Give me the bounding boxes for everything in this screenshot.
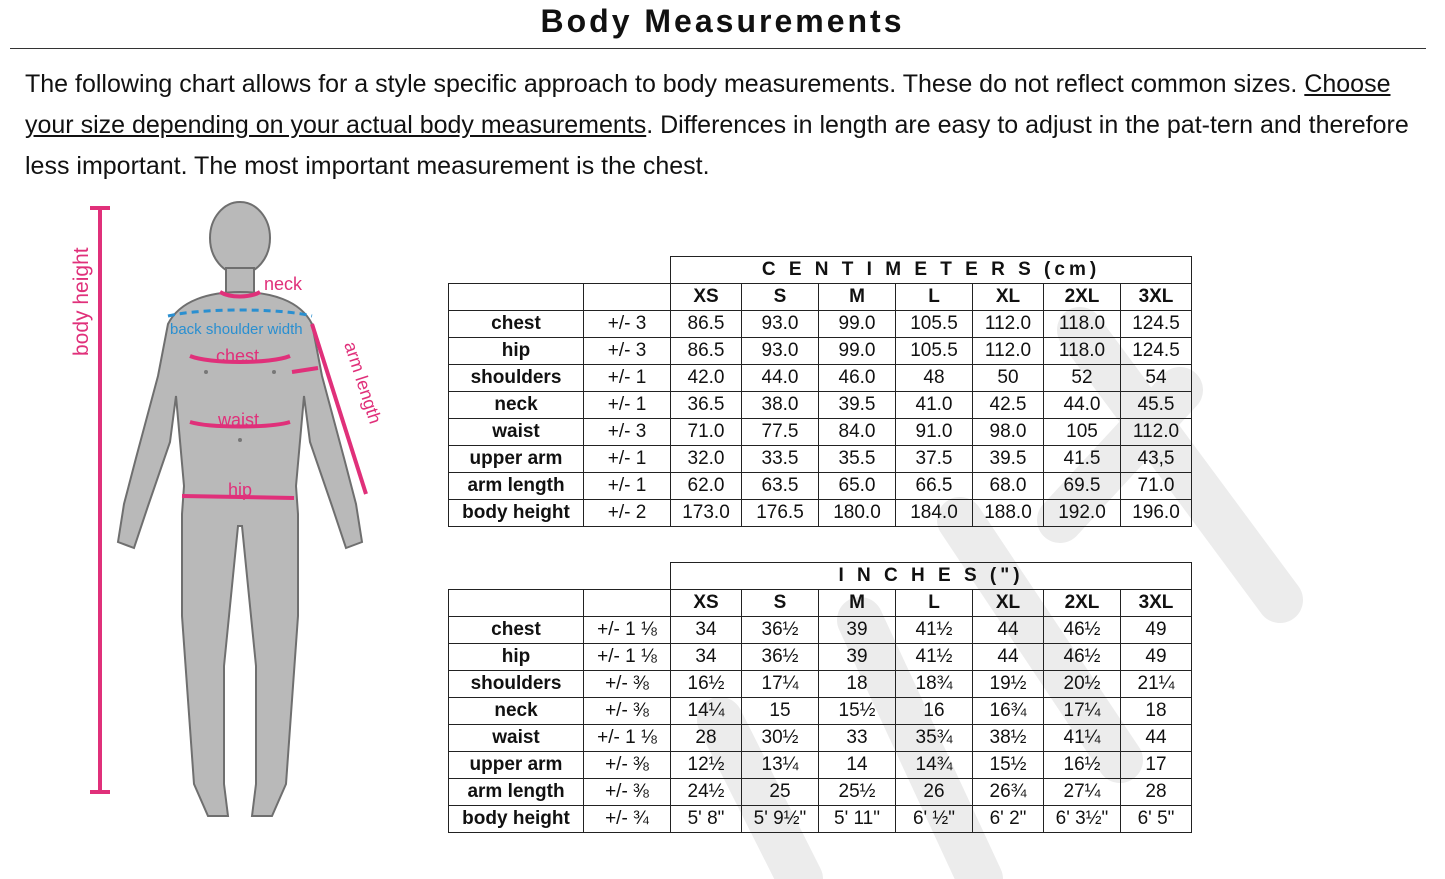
value-cell: 35.5 — [819, 446, 896, 473]
value-cell: 52 — [1044, 365, 1121, 392]
size-header: M — [819, 590, 896, 617]
value-cell: 43,5 — [1121, 446, 1192, 473]
value-cell: 26¾ — [973, 779, 1044, 806]
label-hip: hip — [228, 480, 253, 500]
value-cell: 41¼ — [1044, 725, 1121, 752]
value-cell: 39.5 — [973, 446, 1044, 473]
row-label: shoulders — [449, 365, 584, 392]
value-cell: 15½ — [819, 698, 896, 725]
value-cell: 36½ — [742, 644, 819, 671]
value-cell: 5' 8" — [671, 806, 742, 833]
value-cell: 49 — [1121, 617, 1192, 644]
value-cell: 17¼ — [1044, 698, 1121, 725]
value-cell: 14 — [819, 752, 896, 779]
size-header: 2XL — [1044, 284, 1121, 311]
value-cell: 46.0 — [819, 365, 896, 392]
table-row — [449, 392, 1192, 419]
value-cell: 19½ — [973, 671, 1044, 698]
value-cell: 18¾ — [896, 671, 973, 698]
value-cell: 28 — [1121, 779, 1192, 806]
value-cell: 39.5 — [819, 392, 896, 419]
intro-text-1: The following chart allows for a style specific approach to body measurements. These do not reflect common sizes. — [25, 70, 1305, 98]
value-cell: 6' 2" — [973, 806, 1044, 833]
tolerance-cell: +/- ⅜ — [584, 779, 671, 806]
value-cell: 17¼ — [742, 671, 819, 698]
size-header: S — [742, 590, 819, 617]
intro-underlined-text: Choose your size depending on your actual body measurements — [25, 70, 1391, 139]
page-title: Body Measurements — [540, 3, 905, 39]
tolerance-cell: +/- 1 ⅛ — [584, 644, 671, 671]
row-label: neck — [449, 698, 584, 725]
size-header: 2XL — [1044, 590, 1121, 617]
value-cell: 180.0 — [819, 500, 896, 527]
value-cell: 39 — [819, 617, 896, 644]
intro-text-2: . Differences in length are easy to adjust in the pat-tern and therefore less important. The most important measurement is the chest. — [25, 111, 1409, 180]
value-cell: 17 — [1121, 752, 1192, 779]
row-label: waist — [449, 725, 584, 752]
value-cell: 36.5 — [671, 392, 742, 419]
row-label: hip — [449, 644, 584, 671]
value-cell: 192.0 — [1044, 500, 1121, 527]
tolerance-cell: +/- ¾ — [584, 806, 671, 833]
value-cell: 49 — [1121, 644, 1192, 671]
table-row — [449, 473, 1192, 500]
value-cell: 112.0 — [1121, 419, 1192, 446]
value-cell: 84.0 — [819, 419, 896, 446]
value-cell: 33.5 — [742, 446, 819, 473]
value-cell: 44.0 — [1044, 392, 1121, 419]
value-cell: 6' 5" — [1121, 806, 1192, 833]
value-cell: 98.0 — [973, 419, 1044, 446]
value-cell: 42.5 — [973, 392, 1044, 419]
row-label: arm length — [449, 779, 584, 806]
value-cell: 71.0 — [1121, 473, 1192, 500]
value-cell: 118.0 — [1044, 338, 1121, 365]
inches-header: I N C H E S (") — [671, 563, 1192, 590]
value-cell: 44 — [1121, 725, 1192, 752]
human-silhouette — [118, 202, 362, 816]
tolerance-cell: +/- 1 — [584, 365, 671, 392]
value-cell: 21¼ — [1121, 671, 1192, 698]
value-cell: 44 — [973, 617, 1044, 644]
value-cell: 25 — [742, 779, 819, 806]
table-row — [449, 725, 1192, 752]
size-header: 3XL — [1121, 590, 1192, 617]
size-header: M — [819, 284, 896, 311]
size-header: XL — [973, 590, 1044, 617]
tolerance-cell: +/- 1 — [584, 473, 671, 500]
value-cell: 68.0 — [973, 473, 1044, 500]
value-cell: 44.0 — [742, 365, 819, 392]
value-cell: 86.5 — [671, 311, 742, 338]
tolerance-cell: +/- 3 — [584, 419, 671, 446]
value-cell: 176.5 — [742, 500, 819, 527]
tolerance-cell: +/- 3 — [584, 311, 671, 338]
value-cell: 15 — [742, 698, 819, 725]
value-cell: 196.0 — [1121, 500, 1192, 527]
tolerance-cell: +/- 2 — [584, 500, 671, 527]
value-cell: 25½ — [819, 779, 896, 806]
value-cell: 184.0 — [896, 500, 973, 527]
table-row — [449, 644, 1192, 671]
value-cell: 93.0 — [742, 311, 819, 338]
label-body-height: body height — [70, 247, 93, 356]
label-chest: chest — [216, 346, 260, 366]
tolerance-cell: +/- ⅜ — [584, 752, 671, 779]
value-cell: 112.0 — [973, 338, 1044, 365]
value-cell: 41½ — [896, 644, 973, 671]
size-header: S — [742, 284, 819, 311]
table-row — [449, 698, 1192, 725]
value-cell: 16 — [896, 698, 973, 725]
row-label: body height — [449, 500, 584, 527]
table-row — [449, 365, 1192, 392]
table-row — [449, 671, 1192, 698]
value-cell: 42.0 — [671, 365, 742, 392]
label-neck: neck — [264, 274, 303, 294]
value-cell: 14¾ — [896, 752, 973, 779]
value-cell: 5' 9½" — [742, 806, 819, 833]
size-header: XS — [671, 590, 742, 617]
label-arm-length: arm length — [340, 339, 386, 427]
value-cell: 39 — [819, 644, 896, 671]
value-cell: 86.5 — [671, 338, 742, 365]
value-cell: 44 — [973, 644, 1044, 671]
table-row — [449, 806, 1192, 833]
row-label: upper arm — [449, 752, 584, 779]
value-cell: 41.5 — [1044, 446, 1121, 473]
label-waist: waist — [218, 410, 260, 430]
value-cell: 41.0 — [896, 392, 973, 419]
inches-table — [448, 562, 1192, 833]
value-cell: 124.5 — [1121, 338, 1192, 365]
row-label: upper arm — [449, 446, 584, 473]
row-label: waist — [449, 419, 584, 446]
value-cell: 50 — [973, 365, 1044, 392]
value-cell: 65.0 — [819, 473, 896, 500]
table-row — [449, 617, 1192, 644]
value-cell: 34 — [671, 617, 742, 644]
size-header-row — [449, 590, 1192, 617]
value-cell: 91.0 — [896, 419, 973, 446]
value-cell: 46½ — [1044, 644, 1121, 671]
table-row — [449, 752, 1192, 779]
label-back-shoulder-width: back shoulder width — [170, 321, 303, 338]
value-cell: 173.0 — [671, 500, 742, 527]
value-cell: 35¾ — [896, 725, 973, 752]
value-cell: 38.0 — [742, 392, 819, 419]
value-cell: 36½ — [742, 617, 819, 644]
value-cell: 48 — [896, 365, 973, 392]
intro-paragraph — [25, 64, 1425, 187]
value-cell: 26 — [896, 779, 973, 806]
value-cell: 6' ½" — [896, 806, 973, 833]
tolerance-cell: +/- 1 ⅛ — [584, 725, 671, 752]
value-cell: 13¼ — [742, 752, 819, 779]
size-header: XL — [973, 284, 1044, 311]
value-cell: 30½ — [742, 725, 819, 752]
value-cell: 77.5 — [742, 419, 819, 446]
value-cell: 69.5 — [1044, 473, 1121, 500]
value-cell: 66.5 — [896, 473, 973, 500]
value-cell: 46½ — [1044, 617, 1121, 644]
value-cell: 18 — [1121, 698, 1192, 725]
value-cell: 16¾ — [973, 698, 1044, 725]
value-cell: 27¼ — [1044, 779, 1121, 806]
tolerance-cell: +/- 1 — [584, 392, 671, 419]
table-row — [449, 419, 1192, 446]
tolerance-cell: +/- 1 — [584, 446, 671, 473]
value-cell: 54 — [1121, 365, 1192, 392]
value-cell: 112.0 — [973, 311, 1044, 338]
tolerance-cell: +/- ⅜ — [584, 671, 671, 698]
size-header: 3XL — [1121, 284, 1192, 311]
row-label: arm length — [449, 473, 584, 500]
row-label: chest — [449, 617, 584, 644]
size-header: XS — [671, 284, 742, 311]
row-label: hip — [449, 338, 584, 365]
row-label: body height — [449, 806, 584, 833]
value-cell: 62.0 — [671, 473, 742, 500]
tolerance-cell: +/- 1 ⅛ — [584, 617, 671, 644]
table-row — [449, 311, 1192, 338]
value-cell: 188.0 — [973, 500, 1044, 527]
value-cell: 5' 11" — [819, 806, 896, 833]
value-cell: 105.5 — [896, 338, 973, 365]
value-cell: 99.0 — [819, 338, 896, 365]
value-cell: 16½ — [1044, 752, 1121, 779]
value-cell: 12½ — [671, 752, 742, 779]
size-header: L — [896, 284, 973, 311]
value-cell: 28 — [671, 725, 742, 752]
table-row — [449, 500, 1192, 527]
value-cell: 124.5 — [1121, 311, 1192, 338]
value-cell: 105 — [1044, 419, 1121, 446]
value-cell: 18 — [819, 671, 896, 698]
value-cell: 6' 3½" — [1044, 806, 1121, 833]
value-cell: 37.5 — [896, 446, 973, 473]
row-label: neck — [449, 392, 584, 419]
size-header-row — [449, 284, 1192, 311]
value-cell: 105.5 — [896, 311, 973, 338]
table-row — [449, 779, 1192, 806]
title-divider — [10, 48, 1426, 49]
value-cell: 93.0 — [742, 338, 819, 365]
value-cell: 71.0 — [671, 419, 742, 446]
value-cell: 118.0 — [1044, 311, 1121, 338]
tolerance-cell: +/- ⅜ — [584, 698, 671, 725]
value-cell: 24½ — [671, 779, 742, 806]
row-label: shoulders — [449, 671, 584, 698]
value-cell: 16½ — [671, 671, 742, 698]
value-cell: 99.0 — [819, 311, 896, 338]
table-row — [449, 338, 1192, 365]
value-cell: 15½ — [973, 752, 1044, 779]
centimeters-header: C E N T I M E T E R S (cm) — [671, 257, 1192, 284]
value-cell: 63.5 — [742, 473, 819, 500]
value-cell: 45.5 — [1121, 392, 1192, 419]
value-cell: 33 — [819, 725, 896, 752]
centimeters-table — [448, 256, 1192, 527]
value-cell: 20½ — [1044, 671, 1121, 698]
body-figure — [60, 196, 400, 836]
tolerance-cell: +/- 3 — [584, 338, 671, 365]
value-cell: 32.0 — [671, 446, 742, 473]
table-row — [449, 446, 1192, 473]
row-label: chest — [449, 311, 584, 338]
value-cell: 41½ — [896, 617, 973, 644]
value-cell: 34 — [671, 644, 742, 671]
value-cell: 14¼ — [671, 698, 742, 725]
value-cell: 38½ — [973, 725, 1044, 752]
size-header: L — [896, 590, 973, 617]
